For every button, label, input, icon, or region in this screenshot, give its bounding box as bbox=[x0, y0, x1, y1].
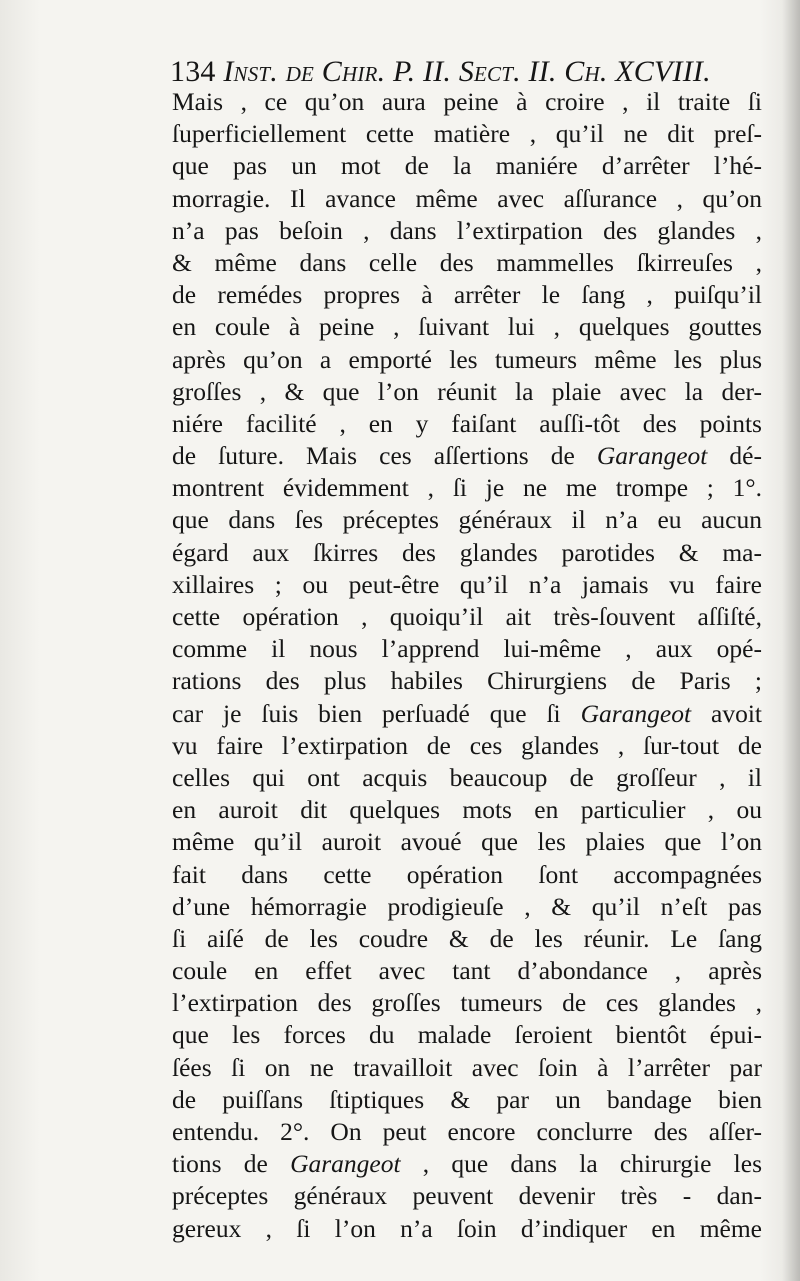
text-run: niére facilité , en y faiſant auſſi-tôt des points bbox=[172, 408, 762, 438]
text-run: après qu’on a emporté les tumeurs même les plus bbox=[172, 344, 762, 374]
text-line bbox=[172, 215, 762, 247]
text-run: fait dans cette opération ſont accompagnées bbox=[172, 859, 762, 889]
text-line bbox=[172, 504, 762, 536]
text-line bbox=[172, 794, 762, 826]
text-run: d’une hémorragie prodigieuſe , & qu’il n’eſt pas bbox=[172, 891, 762, 921]
text-line bbox=[172, 1148, 762, 1180]
text-run: celles qui ont acquis beaucoup de groſſeur , il bbox=[172, 762, 762, 792]
text-run: groſſes , & que l’on réunit la plaie avec la der- bbox=[172, 376, 762, 406]
text-line bbox=[172, 569, 762, 601]
text-run: , que dans la chirurgie les bbox=[400, 1149, 762, 1179]
text-run: tions de bbox=[172, 1149, 291, 1179]
text-line bbox=[172, 408, 762, 440]
text-run: vu faire l’extirpation de ces glandes , ſur-tout de bbox=[172, 730, 762, 760]
text-line bbox=[172, 698, 762, 730]
text-run: rations des plus habiles Chirurgiens de Paris ; bbox=[172, 666, 762, 696]
text-run: égard aux ſkirres des glandes parotides & ma- bbox=[172, 537, 762, 567]
text-run: montrent évidemment , ſi je ne me trompe ; 1°. bbox=[172, 473, 762, 503]
text-line bbox=[172, 1116, 762, 1148]
text-run: car je ſuis bien perſuadé que ſi bbox=[172, 698, 581, 728]
text-line bbox=[172, 859, 762, 891]
text-run: en auroit dit quelques mots en particulier , ou bbox=[172, 795, 762, 825]
text-run: Mais , ce qu’on aura peine à croire , il traite ſi bbox=[172, 87, 762, 116]
text-line bbox=[172, 279, 762, 311]
text-run: gereux , ſi l’on n’a ſoin d’indiquer en même bbox=[172, 1213, 762, 1243]
text-line bbox=[172, 344, 762, 376]
text-run: entendu. 2°. On peut encore conclurre des aſſer- bbox=[172, 1117, 762, 1146]
text-line bbox=[172, 1019, 762, 1051]
page-edge-shadow bbox=[782, 0, 800, 1281]
running-head: Inst. de Chir. P. II. Sect. II. Ch. XCVIII. bbox=[223, 55, 711, 88]
text-line bbox=[172, 891, 762, 923]
italic-name: Garangeot bbox=[290, 1149, 401, 1179]
text-line bbox=[172, 472, 762, 504]
text-line bbox=[172, 118, 762, 150]
text-line bbox=[172, 762, 762, 794]
text-line bbox=[172, 633, 762, 665]
text-line bbox=[172, 1180, 762, 1212]
page-number: 134 bbox=[170, 55, 216, 88]
text-line bbox=[172, 183, 762, 215]
text-run: de ſuture. Mais ces aſſertions de bbox=[172, 441, 597, 471]
text-run: que pas un mot de la maniére d’arrêter l’hé- bbox=[172, 151, 762, 181]
text-run: comme il nous l’apprend lui-même , aux opé- bbox=[172, 634, 762, 664]
italic-name: Garangeot bbox=[580, 698, 692, 728]
text-run: n’a pas beſoin , dans l’extirpation des glandes , bbox=[172, 215, 762, 245]
text-run: ſuperficiellement cette matière , qu’il ne dit preſ- bbox=[172, 119, 762, 149]
italic-name: Garangeot bbox=[596, 441, 708, 471]
text-line bbox=[172, 923, 762, 955]
text-run: avoit bbox=[691, 698, 762, 728]
text-line bbox=[172, 1052, 762, 1084]
text-run: que dans ſes préceptes généraux il n’a eu aucun bbox=[172, 505, 762, 535]
text-line bbox=[172, 150, 762, 182]
text-line bbox=[172, 311, 762, 343]
text-run: cette opération , quoiqu’il ait très-ſouvent aſſiſté, bbox=[172, 602, 762, 631]
text-line bbox=[172, 376, 762, 408]
text-run: l’extirpation des groſſes tumeurs de ces glandes , bbox=[172, 988, 762, 1018]
text-run: préceptes généraux peuvent devenir très - dan- bbox=[172, 1181, 762, 1211]
text-run: que les forces du malade ſeroient bientôt épui- bbox=[172, 1020, 762, 1050]
text-run: en coule à peine , ſuivant lui , quelques gouttes bbox=[172, 312, 762, 342]
text-line bbox=[172, 730, 762, 762]
text-line bbox=[172, 440, 762, 472]
text-run: morragie. Il avance même avec aſſurance , qu’on bbox=[172, 183, 762, 213]
text-run: & même dans celle des mammelles ſkirreuſes , bbox=[172, 247, 762, 277]
text-run: coule en effet avec tant d’abondance , après bbox=[172, 956, 762, 986]
text-line bbox=[172, 1213, 762, 1245]
text-line bbox=[172, 247, 762, 279]
text-run: xillaires ; ou peut-être qu’il n’a jamais vu faire bbox=[172, 569, 762, 599]
text-run: de puiſſans ſtiptiques & par un bandage bien bbox=[172, 1084, 762, 1114]
text-run: même qu’il auroit avoué que les plaies que l’on bbox=[172, 827, 762, 857]
text-line bbox=[172, 537, 762, 569]
text-line bbox=[172, 987, 762, 1019]
text-run: dé- bbox=[707, 441, 762, 471]
text-run: ſi aiſé de les coudre & de les réunir. Le ſang bbox=[172, 923, 762, 953]
text-line bbox=[172, 86, 762, 118]
text-line bbox=[172, 601, 762, 633]
text-line bbox=[172, 665, 762, 697]
text-line bbox=[172, 955, 762, 987]
text-line bbox=[172, 826, 762, 858]
body-text bbox=[172, 86, 762, 1245]
text-run: ſées ſi on ne travailloit avec ſoin à l’arrêter par bbox=[172, 1052, 762, 1082]
text-line bbox=[172, 1084, 762, 1116]
text-run: de remédes propres à arrêter le ſang , puiſqu’il bbox=[172, 280, 762, 310]
